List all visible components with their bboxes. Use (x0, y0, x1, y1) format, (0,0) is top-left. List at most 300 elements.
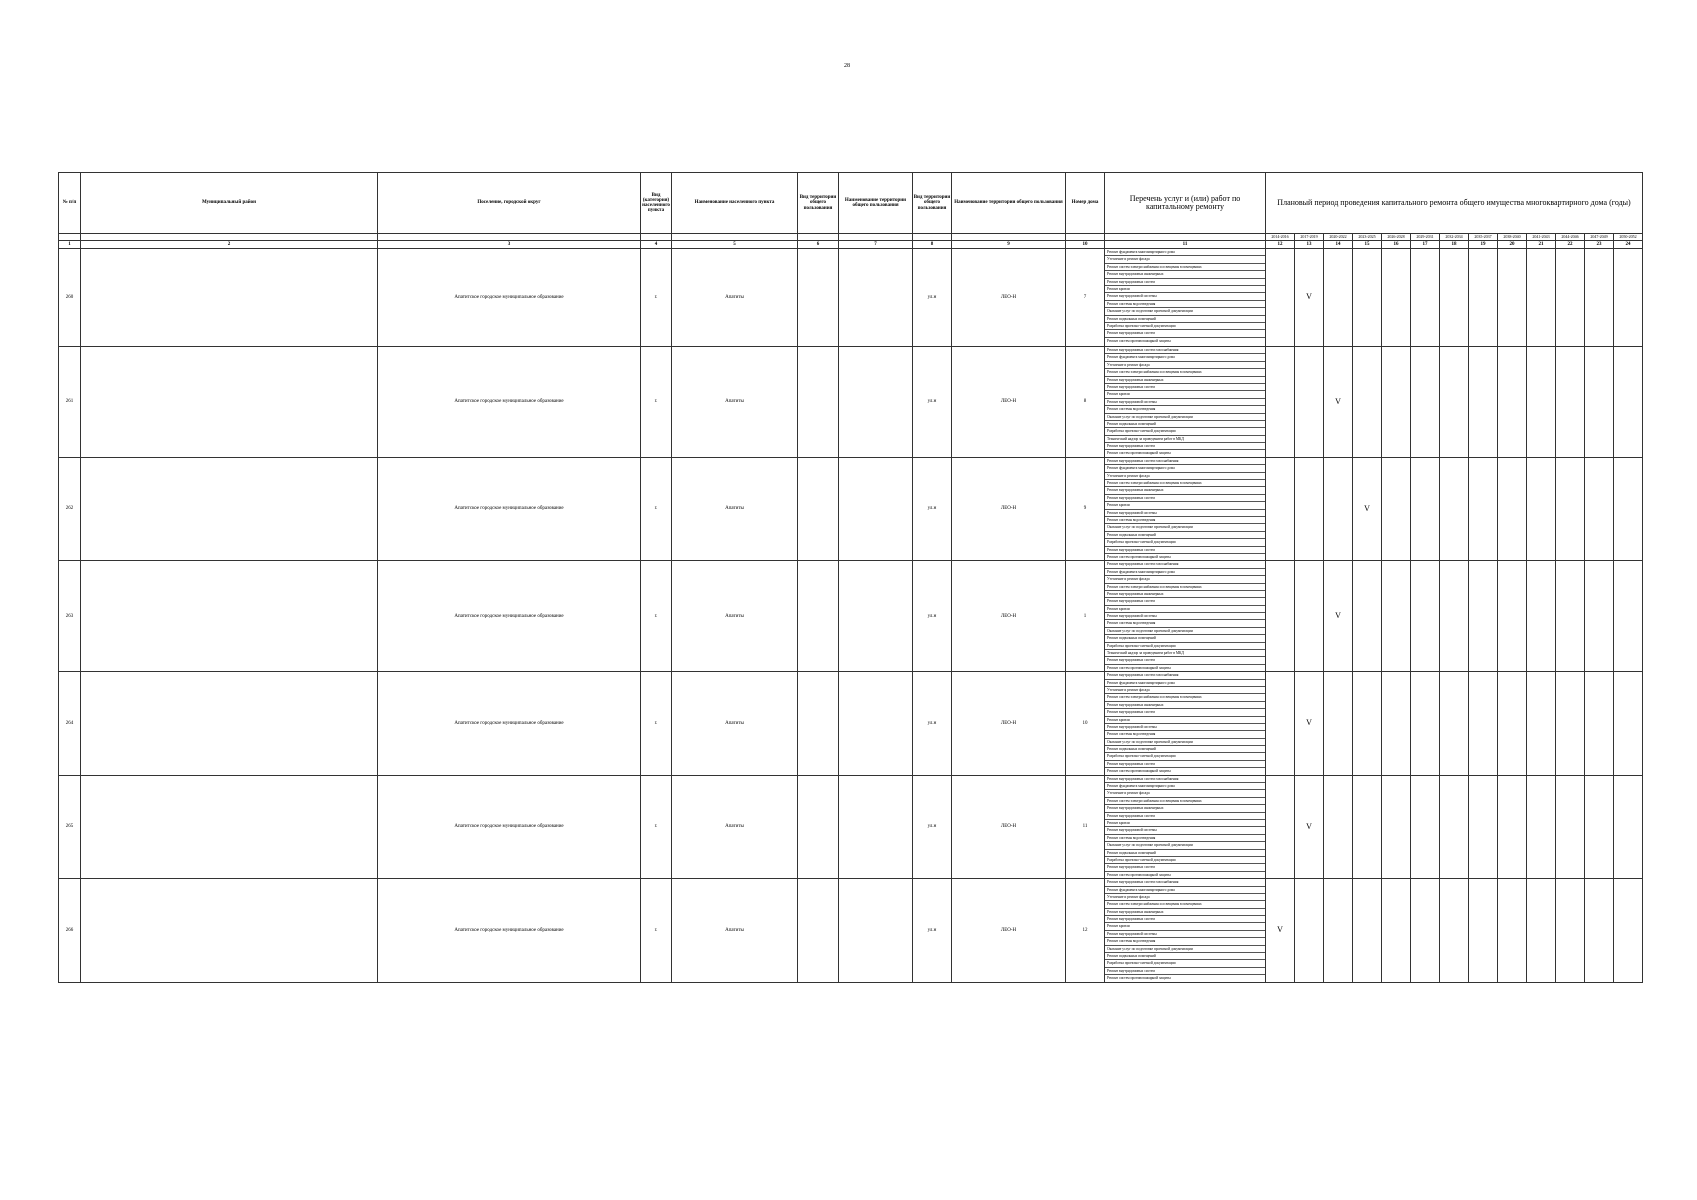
period-cell (1295, 457, 1324, 560)
period-cell (1266, 347, 1295, 458)
work-item: Утепление и ремонт фасада (1105, 362, 1265, 369)
period-cell (1469, 249, 1498, 347)
settlement-cell: Апатитское городское муниципальное образование (378, 249, 641, 347)
work-item: Ремонт внутридомовых систем газоснабжения (1105, 347, 1265, 354)
work-item: Оказание услуг по подготовке проектной документации (1105, 842, 1265, 849)
district-cell (81, 249, 378, 347)
work-item: Ремонт фундамента многоквартирного дома (1105, 465, 1265, 472)
work-item: Ремонт подвальных помещений (1105, 421, 1265, 428)
house-number-cell: 12 (1066, 879, 1105, 982)
work-item: Ремонт внутридомовых систем газоснабжения (1105, 776, 1265, 783)
work-item: Ремонт систем электроснабжения и освещения в помещениях (1105, 369, 1265, 376)
work-item: Ремонт фундамента многоквартирного дома (1105, 887, 1265, 894)
territory-type-cell (798, 879, 839, 982)
work-item: Ремонт внутридомовых систем (1105, 709, 1265, 716)
work-item: Ремонт подвальных помещений (1105, 532, 1265, 539)
locality-name-cell: Апатиты (672, 457, 798, 560)
work-item: Ремонт кровли (1105, 606, 1265, 613)
work-item: Разработка проектно-сметной документации (1105, 428, 1265, 435)
period-cell (1585, 879, 1614, 982)
table-row (59, 347, 1643, 458)
work-item: Ремонт внутридомовых систем (1105, 443, 1265, 450)
year-label: 2050-2052 (1614, 234, 1643, 241)
work-item: Ремонт подвальных помещений (1105, 746, 1265, 753)
year-label: 2023-2025 (1353, 234, 1382, 241)
works-list (1105, 347, 1265, 457)
works-list-cell (1105, 347, 1266, 458)
work-item: Ремонт систем противопожарной защиты (1107, 769, 1171, 774)
column-number: 1 (59, 241, 81, 249)
work-item: Ремонт внутридомовых систем (1105, 547, 1265, 554)
period-cell (1527, 457, 1556, 560)
period-cell (1440, 672, 1469, 775)
work-item: Ремонт подвальных помещений (1105, 635, 1265, 642)
period-cell (1295, 879, 1324, 982)
row-number: 263 (59, 561, 81, 672)
period-cell (1469, 879, 1498, 982)
works-list-cell (1105, 672, 1266, 775)
locality-name-cell: Апатиты (672, 347, 798, 458)
work-item: Ремонт фундамента многоквартирного дома (1105, 569, 1265, 576)
period-cell (1411, 775, 1440, 878)
column-number: 16 (1382, 241, 1411, 249)
work-item: Ремонт внутридомовых систем (1105, 495, 1265, 502)
work-item: Утепление и ремонт фасада (1105, 790, 1265, 797)
period-cell (1469, 457, 1498, 560)
street-name-cell: ЛЕО-Н (952, 879, 1066, 982)
period-mark: V (1324, 347, 1353, 458)
district-cell (81, 672, 378, 775)
column-number: 12 (1266, 241, 1295, 249)
settlement-cell: Апатитское городское муниципальное образование (378, 879, 641, 982)
works-list-cell (1105, 249, 1266, 347)
works-list-cell (1105, 879, 1266, 982)
work-item: Ремонт внутридомовых систем газоснабжения (1105, 561, 1265, 568)
period-cell (1353, 561, 1382, 672)
street-name-cell: ЛЕО-Н (952, 249, 1066, 347)
work-item: Ремонт кровли (1105, 286, 1265, 293)
period-cell (1324, 775, 1353, 878)
period-cell (1266, 561, 1295, 672)
column-number: 20 (1498, 241, 1527, 249)
period-cell (1556, 775, 1585, 878)
header-locality-name: Наименование населенного пункта (672, 173, 798, 234)
period-cell (1324, 879, 1353, 982)
period-cell (1498, 457, 1527, 560)
work-item: Разработка проектно-сметной документации (1105, 323, 1265, 330)
year-label: 2014-2016 (1266, 234, 1295, 241)
period-cell (1266, 672, 1295, 775)
period-cell (1556, 249, 1585, 347)
period-cell (1266, 457, 1295, 560)
works-list-cell (1105, 561, 1266, 672)
work-item: Разработка проектно-сметной документации (1105, 643, 1265, 650)
work-item: Ремонт внутридомовых инженерных (1105, 377, 1265, 384)
work-item: Ремонт внутридомовых инженерных (1105, 591, 1265, 598)
period-cell (1585, 249, 1614, 347)
period-cell (1353, 249, 1382, 347)
period-mark: V (1295, 672, 1324, 775)
work-item: Ремонт внутридомовых инженерных (1105, 909, 1265, 916)
work-item: Разработка проектно-сметной документации (1105, 960, 1265, 967)
period-cell (1614, 249, 1643, 347)
locality-type-cell: г. (641, 347, 672, 458)
work-item: Оказание услуг по подготовке проектной документации (1105, 739, 1265, 746)
locality-type-cell: г. (641, 457, 672, 560)
period-cell (1585, 457, 1614, 560)
work-item: Ремонт внутридомовой системы (1105, 724, 1265, 731)
period-cell (1614, 775, 1643, 878)
column-number: 8 (913, 241, 952, 249)
period-mark: V (1324, 561, 1353, 672)
work-item: Ремонт внутридомовой системы (1105, 293, 1265, 300)
table-row (59, 457, 1643, 560)
work-item: Ремонт кровли (1105, 820, 1265, 827)
header-period: Плановый период проведения капитального ремонта общего имущества многоквартирного дома (годы) (1266, 173, 1643, 234)
work-item: Ремонт внутридомовых систем (1105, 330, 1265, 337)
street-type-cell: ул.н (913, 347, 952, 458)
street-type-cell: ул.н (913, 775, 952, 878)
district-cell (81, 457, 378, 560)
work-item: Ремонт фундамента многоквартирного дома (1105, 680, 1265, 687)
territory-type-cell (798, 347, 839, 458)
year-label: 2026-2028 (1382, 234, 1411, 241)
capital-repair-table (58, 172, 1643, 983)
works-list (1105, 776, 1265, 878)
work-item: Ремонт систем электроснабжения и освещения в помещениях (1105, 264, 1265, 271)
locality-name-cell: Апатиты (672, 561, 798, 672)
year-label: 2044-2046 (1556, 234, 1585, 241)
header-district: Муниципальный район (81, 173, 378, 234)
period-cell (1585, 561, 1614, 672)
work-item: Ремонт кровли (1105, 717, 1265, 724)
column-number: 2 (81, 241, 378, 249)
header-territory-name: Наименование территории общего пользования (839, 173, 913, 234)
column-number: 23 (1585, 241, 1614, 249)
district-cell (81, 879, 378, 982)
street-name-cell: ЛЕО-Н (952, 457, 1066, 560)
period-cell (1382, 457, 1411, 560)
work-item: Ремонт систем противопожарной защиты (1107, 976, 1171, 981)
territory-type-cell (798, 457, 839, 560)
page-number: 28 (844, 63, 850, 69)
locality-name-cell: Апатиты (672, 879, 798, 982)
period-cell (1498, 672, 1527, 775)
work-item: Ремонт систем электроснабжения и освещения в помещениях (1105, 798, 1265, 805)
row-number: 264 (59, 672, 81, 775)
locality-type-cell: г. (641, 249, 672, 347)
work-item: Ремонт фундамента многоквартирного дома (1105, 354, 1265, 361)
period-cell (1353, 775, 1382, 878)
period-cell (1411, 672, 1440, 775)
period-cell (1295, 347, 1324, 458)
header-locality-type: Вид (категория) населенного пункта (641, 173, 672, 234)
house-number-cell: 7 (1066, 249, 1105, 347)
year-label: 2020-2022 (1324, 234, 1353, 241)
locality-type-cell: г. (641, 775, 672, 878)
work-item: Ремонт кровли (1105, 391, 1265, 398)
street-name-cell: ЛЕО-Н (952, 672, 1066, 775)
locality-name-cell: Апатиты (672, 672, 798, 775)
period-cell (1556, 672, 1585, 775)
street-name-cell: ЛЕО-Н (952, 561, 1066, 672)
header-works: Перечень услуг и (или) работ по капитальному ремонту (1105, 173, 1266, 234)
street-type-cell: ул.н (913, 561, 952, 672)
period-cell (1498, 347, 1527, 458)
period-cell (1498, 249, 1527, 347)
period-cell (1295, 561, 1324, 672)
column-number: 5 (672, 241, 798, 249)
work-item: Ремонт системы водоотведения (1105, 301, 1265, 308)
work-item: Ремонт фундамента многоквартирного дома (1105, 249, 1265, 256)
period-cell (1411, 561, 1440, 672)
column-number: 11 (1105, 241, 1266, 249)
house-number-cell: 11 (1066, 775, 1105, 878)
table-row (59, 561, 1643, 672)
work-item: Ремонт систем электроснабжения и освещения в помещениях (1105, 480, 1265, 487)
period-cell (1353, 672, 1382, 775)
period-cell (1382, 879, 1411, 982)
period-cell (1614, 561, 1643, 672)
header-street-name: Наименование территории общего пользования (952, 173, 1066, 234)
period-cell (1614, 672, 1643, 775)
year-label: 2038-2040 (1498, 234, 1527, 241)
period-cell (1585, 672, 1614, 775)
column-number: 7 (839, 241, 913, 249)
locality-name-cell: Апатиты (672, 775, 798, 878)
table-row (59, 672, 1643, 775)
locality-type-cell: г. (641, 672, 672, 775)
locality-type-cell: г. (641, 561, 672, 672)
column-number: 9 (952, 241, 1066, 249)
district-cell (81, 347, 378, 458)
work-item: Ремонт внутридомовых систем газоснабжения (1105, 672, 1265, 679)
work-item: Утепление и ремонт фасада (1105, 576, 1265, 583)
work-item: Ремонт внутридомовых систем газоснабжения (1105, 879, 1265, 886)
work-item: Ремонт внутридомовых систем (1105, 761, 1265, 768)
works-list (1105, 249, 1265, 344)
work-item: Утепление и ремонт фасада (1105, 894, 1265, 901)
settlement-cell: Апатитское городское муниципальное образование (378, 457, 641, 560)
work-item: Ремонт системы водоотведения (1105, 620, 1265, 627)
column-number: 3 (378, 241, 641, 249)
work-item: Технический надзор за проведением работ в МКД (1105, 650, 1265, 657)
work-item: Ремонт внутридомовых систем (1105, 864, 1265, 871)
period-cell (1614, 347, 1643, 458)
header-territory-type: Вид территории общего пользования (798, 173, 839, 234)
column-numbers-row (59, 241, 1643, 249)
work-item: Ремонт внутридомовых инженерных (1105, 702, 1265, 709)
period-cell (1585, 347, 1614, 458)
works-list (1105, 879, 1265, 981)
period-mark: V (1353, 457, 1382, 560)
header-row (59, 173, 1643, 234)
period-cell (1469, 561, 1498, 672)
work-item: Утепление и ремонт фасада (1105, 687, 1265, 694)
work-item: Утепление и ремонт фасада (1105, 256, 1265, 263)
period-cell (1469, 347, 1498, 458)
years-row (59, 234, 1643, 241)
work-item: Ремонт внутридомовых систем (1105, 813, 1265, 820)
work-item: Оказание услуг по подготовке проектной документации (1105, 628, 1265, 635)
work-item: Ремонт систем противопожарной защиты (1107, 338, 1171, 343)
year-label: 2017-2019 (1295, 234, 1324, 241)
period-mark: V (1266, 879, 1295, 982)
header-house: Номер дома (1066, 173, 1105, 234)
header-settlement: Поселение, городской округ (378, 173, 641, 234)
street-type-cell: ул.н (913, 879, 952, 982)
work-item: Ремонт внутридомовой системы (1105, 931, 1265, 938)
settlement-cell: Апатитское городское муниципальное образование (378, 672, 641, 775)
period-mark: V (1295, 775, 1324, 878)
work-item: Ремонт внутридомовой системы (1105, 399, 1265, 406)
work-item: Ремонт внутридомовых систем (1105, 968, 1265, 975)
year-label: 2029-2031 (1411, 234, 1440, 241)
row-number: 260 (59, 249, 81, 347)
territory-name-cell (839, 347, 913, 458)
period-cell (1527, 879, 1556, 982)
work-item: Ремонт подвальных помещений (1105, 316, 1265, 323)
territory-type-cell (798, 561, 839, 672)
column-number: 21 (1527, 241, 1556, 249)
period-cell (1411, 249, 1440, 347)
district-cell (81, 775, 378, 878)
works-list (1105, 458, 1265, 560)
territory-type-cell (798, 249, 839, 347)
street-name-cell: ЛЕО-Н (952, 347, 1066, 458)
year-label: 2041-2043 (1527, 234, 1556, 241)
period-cell (1440, 775, 1469, 878)
work-item: Ремонт системы водоотведения (1105, 731, 1265, 738)
work-item: Утепление и ремонт фасада (1105, 473, 1265, 480)
period-cell (1382, 249, 1411, 347)
column-number: 22 (1556, 241, 1585, 249)
works-list-cell (1105, 775, 1266, 878)
work-item: Ремонт систем электроснабжения и освещения в помещениях (1105, 694, 1265, 701)
house-number-cell: 1 (1066, 561, 1105, 672)
column-number: 15 (1353, 241, 1382, 249)
table-row (59, 249, 1643, 347)
territory-name-cell (839, 879, 913, 982)
column-number: 19 (1469, 241, 1498, 249)
territory-type-cell (798, 672, 839, 775)
table-row (59, 775, 1643, 878)
work-item: Разработка проектно-сметной документации (1105, 857, 1265, 864)
territory-name-cell (839, 561, 913, 672)
row-number: 261 (59, 347, 81, 458)
period-cell (1324, 672, 1353, 775)
work-item: Ремонт внутридомовых инженерных (1105, 271, 1265, 278)
period-cell (1353, 347, 1382, 458)
work-item: Ремонт системы водоотведения (1105, 517, 1265, 524)
period-cell (1469, 672, 1498, 775)
period-cell (1469, 775, 1498, 878)
period-cell (1498, 561, 1527, 672)
period-mark: V (1295, 249, 1324, 347)
work-item: Ремонт внутридомовых систем (1105, 657, 1265, 664)
table-row (59, 879, 1643, 982)
territory-name-cell (839, 249, 913, 347)
settlement-cell: Апатитское городское муниципальное образование (378, 561, 641, 672)
header-street-type: Вид территории общего пользования (913, 173, 952, 234)
period-cell (1411, 347, 1440, 458)
period-cell (1382, 561, 1411, 672)
work-item: Ремонт систем противопожарной защиты (1107, 665, 1171, 670)
period-cell (1527, 249, 1556, 347)
column-number: 18 (1440, 241, 1469, 249)
work-item: Оказание услуг по подготовке проектной документации (1105, 308, 1265, 315)
period-cell (1556, 347, 1585, 458)
period-cell (1440, 347, 1469, 458)
work-item: Ремонт внутридомовых систем (1105, 279, 1265, 286)
district-cell (81, 561, 378, 672)
period-cell (1382, 672, 1411, 775)
column-number: 6 (798, 241, 839, 249)
work-item: Ремонт кровли (1105, 502, 1265, 509)
street-type-cell: ул.н (913, 249, 952, 347)
period-cell (1411, 457, 1440, 560)
territory-type-cell (798, 775, 839, 878)
work-item: Ремонт внутридомовых инженерных (1105, 487, 1265, 494)
period-cell (1324, 249, 1353, 347)
period-cell (1266, 249, 1295, 347)
period-cell (1440, 879, 1469, 982)
period-cell (1614, 457, 1643, 560)
work-item: Ремонт систем противопожарной защиты (1107, 451, 1171, 456)
work-item: Разработка проектно-сметной документации (1105, 539, 1265, 546)
period-cell (1266, 775, 1295, 878)
row-number: 266 (59, 879, 81, 982)
period-cell (1498, 879, 1527, 982)
column-number: 4 (641, 241, 672, 249)
period-cell (1556, 879, 1585, 982)
work-item: Оказание услуг по подготовке проектной документации (1105, 946, 1265, 953)
house-number-cell: 8 (1066, 347, 1105, 458)
work-item: Ремонт подвальных помещений (1105, 953, 1265, 960)
period-cell (1353, 879, 1382, 982)
period-cell (1411, 879, 1440, 982)
settlement-cell: Апатитское городское муниципальное образование (378, 775, 641, 878)
works-list (1105, 561, 1265, 671)
street-type-cell: ул.н (913, 457, 952, 560)
work-item: Ремонт систем противопожарной защиты (1107, 872, 1171, 877)
house-number-cell: 9 (1066, 457, 1105, 560)
work-item: Ремонт фундамента многоквартирного дома (1105, 783, 1265, 790)
period-cell (1324, 457, 1353, 560)
period-cell (1440, 249, 1469, 347)
period-cell (1556, 457, 1585, 560)
work-item: Ремонт внутридомовой системы (1105, 613, 1265, 620)
territory-name-cell (839, 672, 913, 775)
work-item: Разработка проектно-сметной документации (1105, 753, 1265, 760)
territory-name-cell (839, 457, 913, 560)
work-item: Ремонт системы водоотведения (1105, 835, 1265, 842)
period-cell (1498, 775, 1527, 878)
street-type-cell: ул.н (913, 672, 952, 775)
work-item: Ремонт внутридомовых систем (1105, 916, 1265, 923)
work-item: Ремонт внутридомовой системы (1105, 827, 1265, 834)
period-cell (1614, 879, 1643, 982)
period-cell (1556, 561, 1585, 672)
house-number-cell: 10 (1066, 672, 1105, 775)
period-cell (1585, 775, 1614, 878)
period-cell (1527, 561, 1556, 672)
work-item: Оказание услуг по подготовке проектной документации (1105, 524, 1265, 531)
year-label: 2047-2049 (1585, 234, 1614, 241)
works-list (1105, 672, 1265, 774)
period-cell (1527, 775, 1556, 878)
column-number: 13 (1295, 241, 1324, 249)
